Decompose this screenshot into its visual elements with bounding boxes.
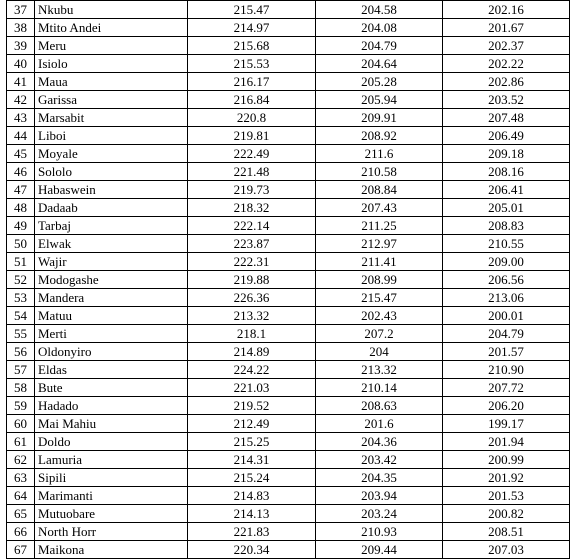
table-row — [7, 415, 570, 433]
row-number-cell: 57 — [7, 361, 35, 379]
table-row — [7, 361, 570, 379]
value-a-cell: 213.32 — [188, 307, 316, 325]
town-name-cell: Nkubu — [35, 1, 188, 19]
town-name-cell: North Horr — [35, 523, 188, 541]
town-name-cell: Mandera — [35, 289, 188, 307]
table-row — [7, 433, 570, 451]
value-c-cell: 202.37 — [443, 37, 570, 55]
value-c-cell: 210.90 — [443, 361, 570, 379]
value-b-cell: 202.43 — [316, 307, 443, 325]
table-row — [7, 91, 570, 109]
price-table — [6, 0, 570, 559]
value-b-cell: 207.2 — [316, 325, 443, 343]
value-b-cell: 203.94 — [316, 487, 443, 505]
table-row — [7, 145, 570, 163]
value-c-cell: 201.94 — [443, 433, 570, 451]
table-row — [7, 163, 570, 181]
value-c-cell: 205.01 — [443, 199, 570, 217]
row-number-cell: 61 — [7, 433, 35, 451]
table-row — [7, 37, 570, 55]
value-c-cell: 207.72 — [443, 379, 570, 397]
value-b-cell: 203.24 — [316, 505, 443, 523]
value-c-cell: 213.06 — [443, 289, 570, 307]
row-number-cell: 47 — [7, 181, 35, 199]
table-row — [7, 73, 570, 91]
value-c-cell: 206.56 — [443, 271, 570, 289]
table-row — [7, 325, 570, 343]
row-number-cell: 56 — [7, 343, 35, 361]
value-b-cell: 213.32 — [316, 361, 443, 379]
value-c-cell: 206.49 — [443, 127, 570, 145]
value-a-cell: 216.17 — [188, 73, 316, 91]
value-a-cell: 221.03 — [188, 379, 316, 397]
value-b-cell: 209.91 — [316, 109, 443, 127]
town-name-cell: Marimanti — [35, 487, 188, 505]
town-name-cell: Marsabit — [35, 109, 188, 127]
value-b-cell: 208.63 — [316, 397, 443, 415]
row-number-cell: 53 — [7, 289, 35, 307]
row-number-cell: 58 — [7, 379, 35, 397]
table-row — [7, 199, 570, 217]
value-b-cell: 209.44 — [316, 541, 443, 559]
value-a-cell: 221.48 — [188, 163, 316, 181]
row-number-cell: 65 — [7, 505, 35, 523]
value-a-cell: 214.13 — [188, 505, 316, 523]
value-c-cell: 206.41 — [443, 181, 570, 199]
value-a-cell: 212.49 — [188, 415, 316, 433]
row-number-cell: 44 — [7, 127, 35, 145]
value-c-cell: 208.83 — [443, 217, 570, 235]
town-name-cell: Matuu — [35, 307, 188, 325]
value-a-cell: 214.31 — [188, 451, 316, 469]
value-c-cell: 207.48 — [443, 109, 570, 127]
row-number-cell: 40 — [7, 55, 35, 73]
row-number-cell: 45 — [7, 145, 35, 163]
row-number-cell: 48 — [7, 199, 35, 217]
town-name-cell: Merti — [35, 325, 188, 343]
table-row — [7, 181, 570, 199]
value-c-cell: 201.67 — [443, 19, 570, 37]
table-row — [7, 55, 570, 73]
value-b-cell: 212.97 — [316, 235, 443, 253]
row-number-cell: 63 — [7, 469, 35, 487]
town-name-cell: Isiolo — [35, 55, 188, 73]
town-name-cell: Mutuobare — [35, 505, 188, 523]
value-a-cell: 220.34 — [188, 541, 316, 559]
value-b-cell: 201.6 — [316, 415, 443, 433]
town-name-cell: Mai Mahiu — [35, 415, 188, 433]
value-c-cell: 200.82 — [443, 505, 570, 523]
town-name-cell: Habaswein — [35, 181, 188, 199]
table-row — [7, 397, 570, 415]
row-number-cell: 42 — [7, 91, 35, 109]
table-row — [7, 451, 570, 469]
value-b-cell: 204.36 — [316, 433, 443, 451]
value-b-cell: 205.94 — [316, 91, 443, 109]
row-number-cell: 46 — [7, 163, 35, 181]
row-number-cell: 54 — [7, 307, 35, 325]
value-a-cell: 222.31 — [188, 253, 316, 271]
table-row — [7, 271, 570, 289]
value-b-cell: 215.47 — [316, 289, 443, 307]
value-a-cell: 222.14 — [188, 217, 316, 235]
value-a-cell: 214.97 — [188, 19, 316, 37]
table-row — [7, 253, 570, 271]
value-a-cell: 219.81 — [188, 127, 316, 145]
table-row — [7, 109, 570, 127]
value-a-cell: 215.25 — [188, 433, 316, 451]
value-a-cell: 224.22 — [188, 361, 316, 379]
value-b-cell: 204 — [316, 343, 443, 361]
value-a-cell: 215.53 — [188, 55, 316, 73]
value-a-cell: 222.49 — [188, 145, 316, 163]
value-c-cell: 202.16 — [443, 1, 570, 19]
value-b-cell: 211.25 — [316, 217, 443, 235]
table-row — [7, 235, 570, 253]
row-number-cell: 52 — [7, 271, 35, 289]
value-b-cell: 207.43 — [316, 199, 443, 217]
value-a-cell: 220.8 — [188, 109, 316, 127]
value-a-cell: 219.52 — [188, 397, 316, 415]
table-row — [7, 541, 570, 559]
table-row — [7, 505, 570, 523]
town-name-cell: Elwak — [35, 235, 188, 253]
table-row — [7, 487, 570, 505]
table-row — [7, 289, 570, 307]
price-table-document — [6, 0, 569, 559]
value-b-cell: 205.28 — [316, 73, 443, 91]
row-number-cell: 49 — [7, 217, 35, 235]
town-name-cell: Doldo — [35, 433, 188, 451]
town-name-cell: Modogashe — [35, 271, 188, 289]
row-number-cell: 62 — [7, 451, 35, 469]
town-name-cell: Sipili — [35, 469, 188, 487]
value-c-cell: 202.86 — [443, 73, 570, 91]
row-number-cell: 59 — [7, 397, 35, 415]
town-name-cell: Moyale — [35, 145, 188, 163]
value-c-cell: 201.53 — [443, 487, 570, 505]
value-b-cell: 211.6 — [316, 145, 443, 163]
table-row — [7, 127, 570, 145]
value-c-cell: 200.99 — [443, 451, 570, 469]
value-a-cell: 219.88 — [188, 271, 316, 289]
value-b-cell: 204.79 — [316, 37, 443, 55]
value-c-cell: 206.20 — [443, 397, 570, 415]
value-a-cell: 215.24 — [188, 469, 316, 487]
value-c-cell: 202.22 — [443, 55, 570, 73]
row-number-cell: 67 — [7, 541, 35, 559]
value-b-cell: 204.08 — [316, 19, 443, 37]
town-name-cell: Bute — [35, 379, 188, 397]
value-a-cell: 218.1 — [188, 325, 316, 343]
table-row — [7, 307, 570, 325]
town-name-cell: Eldas — [35, 361, 188, 379]
value-c-cell: 208.51 — [443, 523, 570, 541]
value-b-cell: 208.92 — [316, 127, 443, 145]
town-name-cell: Oldonyiro — [35, 343, 188, 361]
value-b-cell: 208.99 — [316, 271, 443, 289]
value-a-cell: 223.87 — [188, 235, 316, 253]
value-c-cell: 201.92 — [443, 469, 570, 487]
value-a-cell: 215.47 — [188, 1, 316, 19]
table-row — [7, 523, 570, 541]
row-number-cell: 60 — [7, 415, 35, 433]
table-row — [7, 217, 570, 235]
town-name-cell: Maikona — [35, 541, 188, 559]
value-a-cell: 219.73 — [188, 181, 316, 199]
table-row — [7, 469, 570, 487]
town-name-cell: Liboi — [35, 127, 188, 145]
price-table-body — [7, 0, 570, 559]
value-a-cell: 215.68 — [188, 37, 316, 55]
value-c-cell: 201.57 — [443, 343, 570, 361]
value-a-cell: 214.89 — [188, 343, 316, 361]
row-number-cell: 37 — [7, 1, 35, 19]
town-name-cell: Garissa — [35, 91, 188, 109]
value-b-cell: 204.35 — [316, 469, 443, 487]
table-row — [7, 343, 570, 361]
town-name-cell: Dadaab — [35, 199, 188, 217]
row-number-cell: 41 — [7, 73, 35, 91]
value-a-cell: 216.84 — [188, 91, 316, 109]
value-c-cell: 204.79 — [443, 325, 570, 343]
value-c-cell: 203.52 — [443, 91, 570, 109]
value-c-cell: 199.17 — [443, 415, 570, 433]
value-b-cell: 210.14 — [316, 379, 443, 397]
value-a-cell: 221.83 — [188, 523, 316, 541]
value-c-cell: 200.01 — [443, 307, 570, 325]
row-number-cell: 66 — [7, 523, 35, 541]
value-a-cell: 218.32 — [188, 199, 316, 217]
value-b-cell: 204.58 — [316, 1, 443, 19]
value-a-cell: 214.83 — [188, 487, 316, 505]
value-c-cell: 209.00 — [443, 253, 570, 271]
value-b-cell: 210.93 — [316, 523, 443, 541]
town-name-cell: Hadado — [35, 397, 188, 415]
table-row — [7, 1, 570, 19]
value-b-cell: 210.58 — [316, 163, 443, 181]
town-name-cell: Tarbaj — [35, 217, 188, 235]
town-name-cell: Mtito Andei — [35, 19, 188, 37]
town-name-cell: Sololo — [35, 163, 188, 181]
row-number-cell: 43 — [7, 109, 35, 127]
value-c-cell: 209.18 — [443, 145, 570, 163]
value-c-cell: 207.03 — [443, 541, 570, 559]
row-number-cell: 39 — [7, 37, 35, 55]
value-b-cell: 204.64 — [316, 55, 443, 73]
row-number-cell: 51 — [7, 253, 35, 271]
table-row — [7, 19, 570, 37]
row-number-cell: 64 — [7, 487, 35, 505]
row-number-cell: 38 — [7, 19, 35, 37]
value-b-cell: 211.41 — [316, 253, 443, 271]
town-name-cell: Maua — [35, 73, 188, 91]
row-number-cell: 55 — [7, 325, 35, 343]
town-name-cell: Wajir — [35, 253, 188, 271]
row-number-cell: 50 — [7, 235, 35, 253]
value-b-cell: 203.42 — [316, 451, 443, 469]
town-name-cell: Meru — [35, 37, 188, 55]
value-a-cell: 226.36 — [188, 289, 316, 307]
value-b-cell: 208.84 — [316, 181, 443, 199]
table-row — [7, 379, 570, 397]
value-c-cell: 210.55 — [443, 235, 570, 253]
town-name-cell: Lamuria — [35, 451, 188, 469]
value-c-cell: 208.16 — [443, 163, 570, 181]
